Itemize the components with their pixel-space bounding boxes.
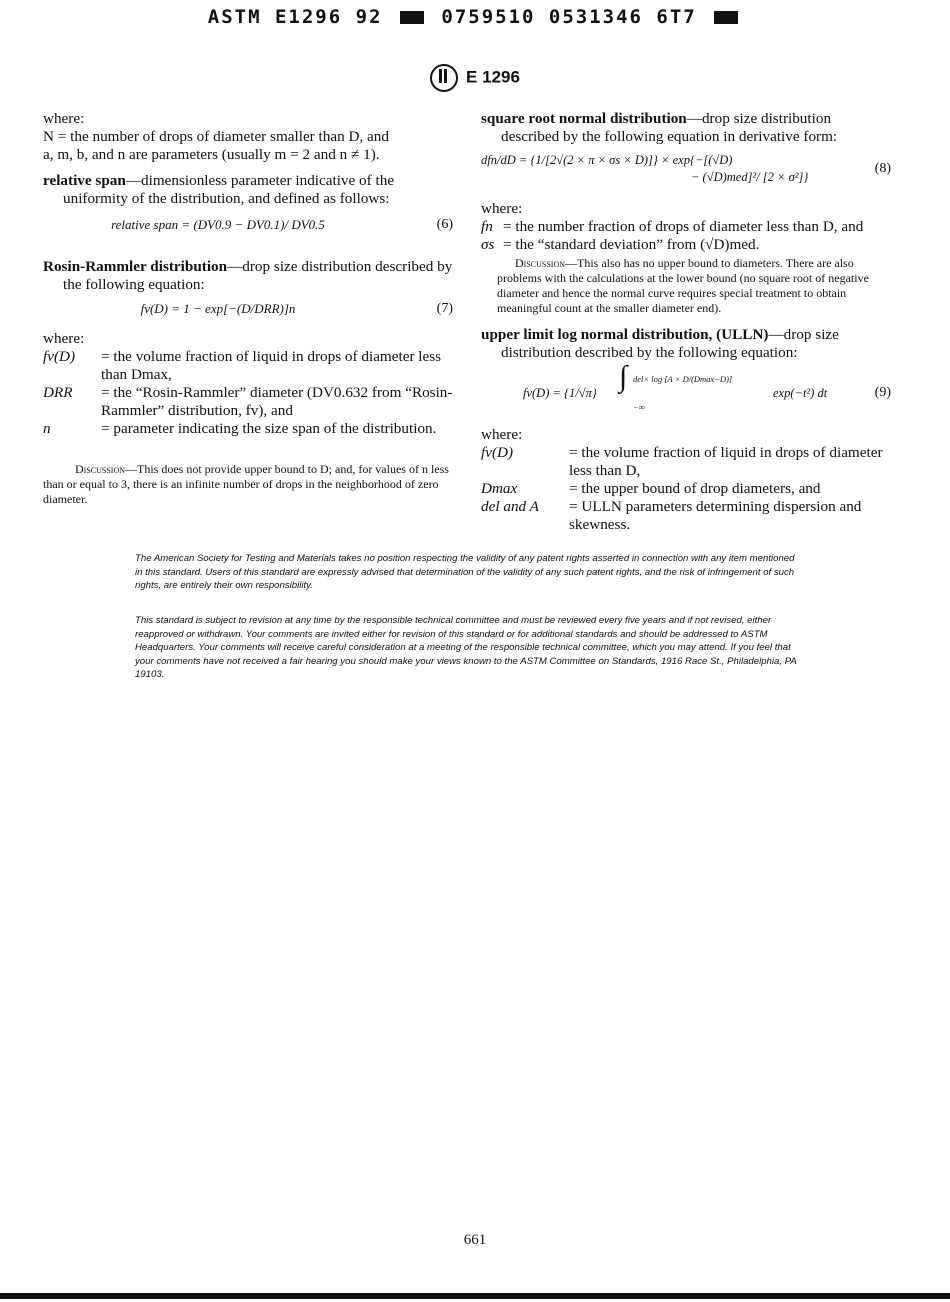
def-text: = the volume fraction of liquid in drops of diameter less than Dmax,: [101, 348, 442, 383]
equation-8-line2: − (√D)med]²/ [2 × σ²]}: [691, 170, 809, 184]
def-symbol: Dmax: [481, 480, 518, 497]
srn-term: square root normal distribution: [481, 110, 687, 127]
def-symbol: n: [43, 420, 51, 437]
equation-6-body: relative span = (DV0.9 − DV0.1)/ DV0.5: [111, 217, 325, 232]
discussion-left: [43, 462, 453, 507]
srn-text: —drop size distribution described by the following equation in derivative form:: [501, 110, 838, 145]
page-number: 661: [463, 1232, 487, 1248]
discussion-label: Discussion: [515, 256, 566, 270]
relative-span-text: —dimensionless parameter indicative of the uniformity of the distribution, and defined as follows:: [63, 172, 395, 207]
equation-6: [43, 216, 453, 238]
rosin-rammler-text: —drop size distribution described by the following equation:: [63, 258, 453, 293]
definition-row: [481, 218, 891, 236]
discussion-label: Discussion: [75, 462, 126, 476]
code-left: ASTM E1296 92: [207, 6, 383, 28]
relative-span-term: relative span: [43, 172, 126, 189]
n-definition: N = the number of drops of diameter smaller than D, and: [43, 128, 389, 145]
ulln-term: upper limit log normal distribution, (ULLN): [481, 326, 769, 343]
rosin-rammler-definition: [43, 258, 453, 294]
equation-7-number: (7): [436, 301, 453, 316]
def-text: = the “Rosin-Rammler” diameter (DV0.632 from “Rosin-Rammler” distribution, fv), and: [101, 384, 453, 419]
equation-7: [43, 300, 453, 322]
equation-8-line1: dfn/dD = {1/[2√(2 × π × σs × D)]} × exp{−[(√D): [481, 153, 733, 167]
right-column: [481, 110, 891, 534]
symbol-definitions-right-2: [481, 444, 891, 534]
params-definition: a, m, b, and n are parameters (usually m = 2 and n ≠ 1).: [43, 146, 380, 163]
equation-8: [481, 152, 891, 188]
designation: E 1296: [466, 67, 520, 87]
def-symbol: del and A: [481, 498, 539, 515]
def-symbol: σs: [481, 236, 495, 253]
definition-row: [481, 444, 891, 480]
relative-span-definition: [43, 172, 453, 208]
document-code-header: [0, 6, 950, 28]
bottom-rule: [0, 1293, 950, 1299]
equation-9: [481, 360, 891, 412]
def-text: = the number fraction of drops of diameter less than D, and: [503, 218, 864, 235]
square-root-normal-definition: [481, 110, 891, 146]
equation-6-number: (6): [436, 217, 453, 232]
def-text: = the upper bound of drop diameters, and: [569, 480, 821, 497]
equation-7-body: fv(D) = 1 − exp[−(D/DRR)]n: [140, 301, 296, 316]
where-label-4: where:: [481, 426, 523, 443]
where-label-2: where:: [43, 330, 85, 347]
where-label-3: where:: [481, 200, 523, 217]
header-block-mark-end: [714, 11, 738, 24]
equation-9-number: (9): [874, 385, 891, 400]
page-title: [0, 64, 950, 92]
rosin-rammler-term: Rosin-Rammler distribution: [43, 258, 228, 275]
def-symbol: DRR: [43, 384, 73, 401]
symbol-definitions-right: [481, 218, 891, 254]
def-text: = parameter indicating the size span of the distribution.: [101, 420, 437, 437]
ulln-text: —drop size distribution described by the following equation:: [501, 326, 839, 361]
code-mid: 0759510 0531346 6T7: [441, 6, 697, 28]
def-symbol: fv(D): [481, 444, 514, 461]
discussion-text: —This also has no upper bound to diameters. There are also problems with the calculations at the lower bound (no square root of negative diameter and hence the normal curve requires special treatment to obtain meaningful count at the smaller diameter end).: [497, 256, 869, 315]
equation-9-lower-limit: −∞: [633, 402, 645, 412]
definition-row: [43, 348, 453, 384]
def-symbol: fv(D): [43, 348, 76, 365]
discussion-text: —This does not provide upper bound to D; and, for values of n less than or equal to 3, there is an infinite number of drops in the neighborhood of zero diameter.: [43, 462, 449, 506]
ulln-definition: [481, 326, 891, 362]
revision-notice: This standard is subject to revision at any time by the responsible technical committee and must be reviewed every five years and if not revised, either reapproved or withdrawn. Your comments are invited either for revision of this standard or for additional standards and should be addressed to ASTM Headquarters. Your comments will receive careful consideration at a meeting of the responsible technical committee, which you may attend. If you feel that your comments have not received a fair hearing you should make your views known to the ASTM Committee on Standards, 1916 Race St., Philadelphia, PA 19103.: [135, 615, 797, 680]
definition-row: [481, 498, 891, 534]
equation-9-rhs: exp(−t²) dt: [773, 386, 828, 400]
integral-sign-icon: ∫: [619, 360, 628, 393]
definition-row: [43, 384, 453, 420]
left-column: [43, 110, 453, 507]
astm-logo-icon: [430, 64, 458, 92]
patent-notice: The American Society for Testing and Materials takes no position respecting the validity of any patent rights asserted in connection with any item mentioned in this standard. Users of this standard are expressly advised that determination of the validity of any such patent rights, and the risk of infringement of such rights, are entirely their own responsibility.: [135, 553, 795, 591]
equation-8-number: (8): [874, 161, 891, 176]
discussion-right: [481, 256, 891, 316]
def-symbol: fn: [481, 218, 493, 235]
header-block-mark: [400, 11, 424, 24]
where-label: where:: [43, 110, 85, 127]
definition-row: [481, 480, 891, 498]
def-text: = ULLN parameters determining dispersion and skewness.: [569, 498, 862, 533]
def-text: = the “standard deviation” from (√D)med.: [503, 236, 760, 253]
equation-9-lhs: fv(D) = {1/√π}: [523, 386, 597, 400]
definition-row: [43, 420, 453, 438]
def-text: = the volume fraction of liquid in drops of diameter less than D,: [569, 444, 883, 479]
equation-9-upper-limit: del× log [A × D/(Dmax−D)]: [633, 374, 733, 384]
definition-row: [481, 236, 891, 254]
symbol-definitions-left: [43, 348, 453, 438]
